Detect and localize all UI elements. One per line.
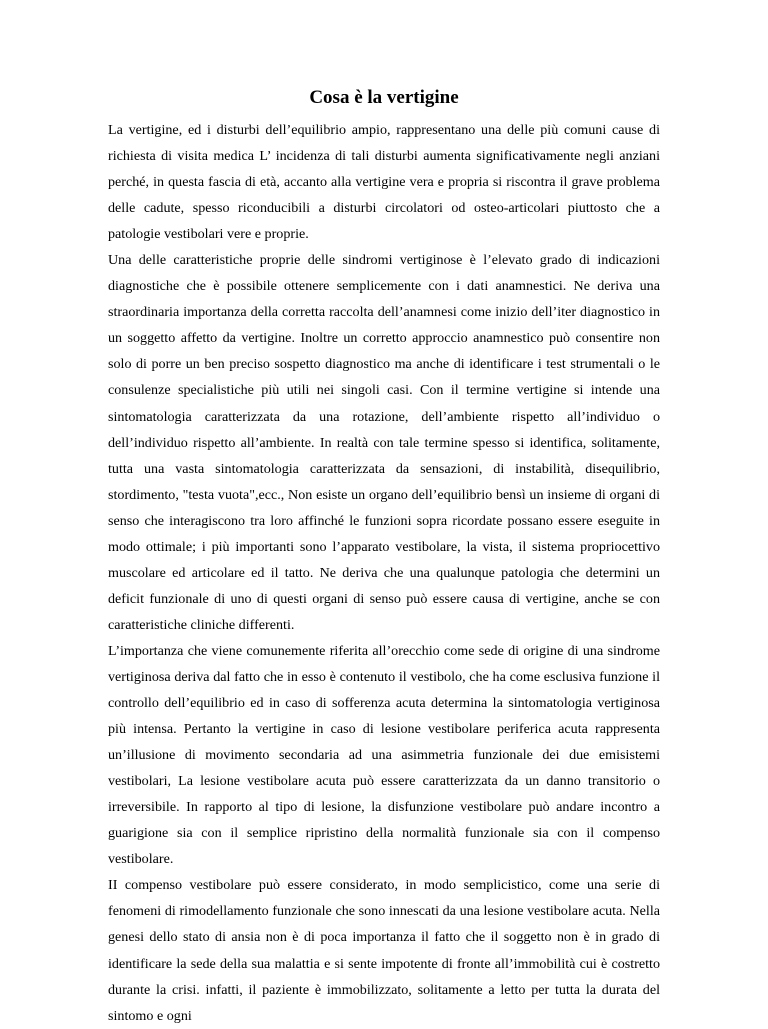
document-body xyxy=(108,117,660,1029)
page-title: Cosa è la vertigine xyxy=(309,87,459,108)
paragraph-ear: L’importanza che viene comunemente riferita all’orecchio come sede di origine di una sindrome vertiginosa deriva dal fatto che in esso è contenuto il vestibolo, che ha come esclusiva funzione il controllo dell’equilibrio ed in caso di sofferenza acuta determina la sintomatologia vertiginosa più intensa. Pertanto la vertigine in caso di lesione vestibolare periferica acuta rappresenta un’illusione di movimento secondaria ad una asimmetria funzionale dei due emisistemi vestibolari, La lesione vestibolare acuta può essere caratterizzata da un danno transitorio o irreversibile. In rapporto al tipo di lesione, la disfunzione vestibolare può andare incontro a guarigione sia con il semplice ripristino della normalità funzionale sia con il compenso vestibolare. xyxy=(108,642,660,868)
paragraph-intro: La vertigine, ed i disturbi dell’equilibrio ampio, rappresentano una delle più comuni cause di richiesta di visita medica L’ incidenza di tali disturbi aumenta significativamente negli anziani perché, in questa fascia di età, accanto alla vertigine vera e propria si riscontra il grave problema delle cadute, spesso riconducibili a disturbi circolatori od osteo-articolari piuttosto che a patologie vestibolari vere e proprie. xyxy=(108,122,660,243)
paragraph-anamnesis: Una delle caratteristiche proprie delle sindromi vertiginose è l’elevato grado di indicazioni diagnostiche che è possibile ottenere semplicemente con i dati anamnestici. Ne deriva una straordinaria importanza della corretta raccolta dell’anamnesi come inizio dell’iter diagnostico in un soggetto affetto da vertigine. Inoltre un corretto approccio anamnestico può consentire non solo di porre un ben preciso sospetto diagnostico ma anche di identificare i test strumentali o le consulenze specialistiche più utili nei singoli casi. Con il termine vertigine si intende una sintomatologia caratterizzata da una rotazione, dell’ambiente rispetto all’individuo o dell’individuo rispetto all’ambiente. In realtà con tale termine spesso si identifica, solitamente, tutta una vasta sintomatologia caratterizzata da sensazioni, di instabilità, disequilibrio, stordimento, "testa vuota",ecc., Non esiste un organo dell’equilibrio bensì un insieme di organi di senso che interagiscono tra loro affinché le funzioni sopra ricordate possano essere eseguite in modo ottimale; i più importanti sono l’apparato vestibolare, la vista, il sistema propriocettivo muscolare ed articolare ed il tatto. Ne deriva che una qualunque patologia che determini un deficit funzionale di uno di questi organi di senso può essere causa di vertigine, anche se con caratteristiche cliniche differenti. xyxy=(108,252,660,633)
paragraph-compensation: II compenso vestibolare può essere considerato, in modo semplicistico, come una serie di fenomeni di rimodellamento funzionale che sono innescati da una lesione vestibolare acuta. Nella genesi dello stato di ansia non è di poca importanza il fatto che il soggetto non è in grado di identificare la sede della sua malattia e si sente impotente di fronte all’immobilità cui è costretto durante la crisi. infatti, il paziente è immobilizzato, solitamente a letto per tutta la durata del sintomo e ogni xyxy=(108,877,660,1024)
